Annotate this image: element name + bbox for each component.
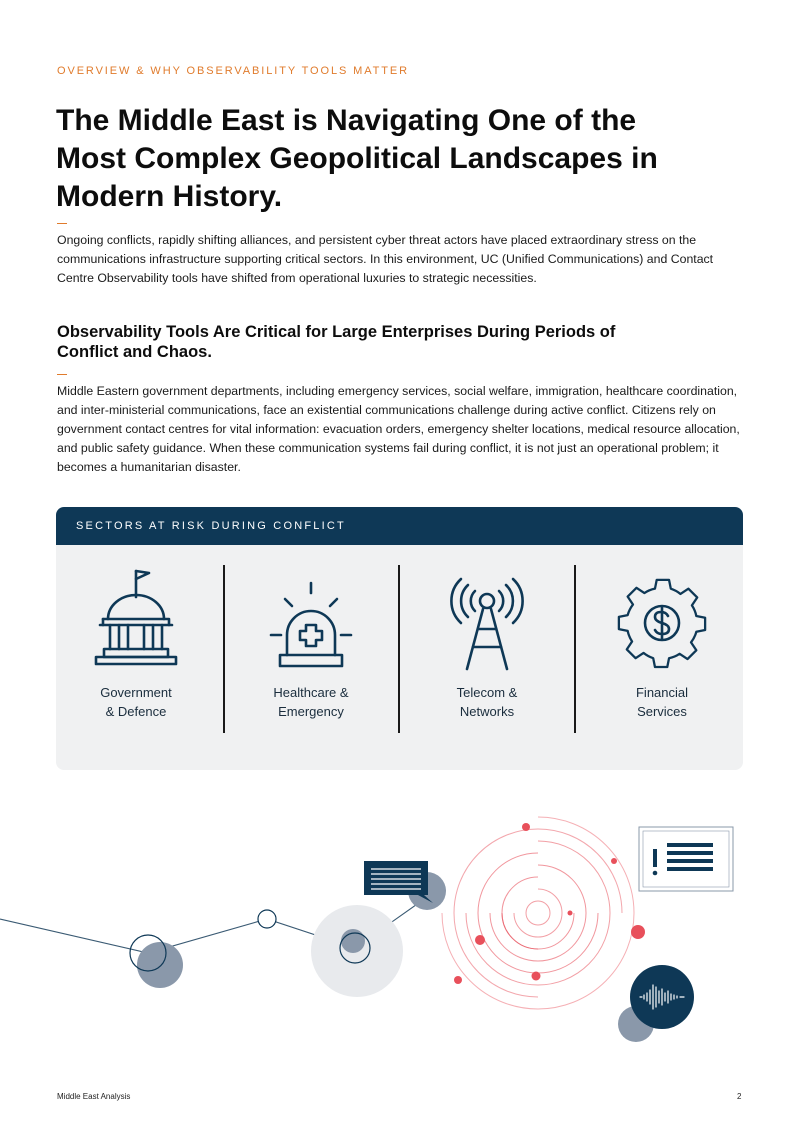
accent-dash xyxy=(57,223,67,224)
sectors-header: SECTORS AT RISK DURING CONFLICT xyxy=(56,507,743,545)
sector-divider xyxy=(574,565,576,733)
emergency-siren-icon xyxy=(226,567,396,675)
gear-dollar-icon xyxy=(577,567,743,675)
section-heading: Observability Tools Are Critical for Large Enterprises During Periods of Conflict and Chaos. xyxy=(57,323,616,361)
radio-tower-icon xyxy=(402,567,572,675)
government-building-icon xyxy=(56,567,221,675)
sector-divider xyxy=(223,565,225,733)
sector-healthcare xyxy=(226,567,396,721)
intro-paragraph: Ongoing conflicts, rapidly shifting alliances, and persistent cyber threat actors have placed extraordinary stress on the communications infrastructure supporting critical sectors. In this environment, UC (Unified Communications) and Contact Centre Observability tools have shifted from operational luxuries to strategic necessities. xyxy=(57,233,714,285)
sector-label: Financial Services xyxy=(635,685,689,719)
page-number: 2 xyxy=(737,1092,742,1101)
section-label: OVERVIEW & WHY OBSERVABILITY TOOLS MATTER xyxy=(57,65,409,77)
sector-telecom xyxy=(402,567,572,721)
audio-wave-icon xyxy=(630,965,694,1029)
sector-label: Healthcare & Emergency xyxy=(273,685,349,719)
page-title: The Middle East is Navigating One of the Most Complex Geopolitical Landscapes in Modern History. xyxy=(56,104,658,213)
sector-divider xyxy=(398,565,400,733)
body-paragraph: Middle Eastern government departments, including emergency services, social welfare, immigration, healthcare coordination, and inter-ministerial communications, face an existential communications challenge during active conflict. Citizens rely on government contact centres for vital information: evacuation orders, emergency shelter locations, medical resource allocation, and public safety guidance. When these communication systems fail during conflict, it is not just an operational problem; it becomes a humanitarian disaster. xyxy=(57,384,740,474)
network-node xyxy=(258,910,276,928)
footer-title: Middle East Analysis xyxy=(57,1092,131,1101)
sector-label: Telecom & Networks xyxy=(456,685,518,719)
signal-waves-icon xyxy=(442,817,634,1009)
chat-bubble-icon xyxy=(364,861,433,903)
sector-government xyxy=(56,567,221,721)
alert-panel-icon xyxy=(639,827,733,891)
network-illustration xyxy=(0,815,800,1060)
sector-financial xyxy=(577,567,743,721)
network-node xyxy=(137,942,183,988)
accent-dash xyxy=(57,374,67,375)
sectors-card xyxy=(56,507,743,770)
sector-label: Government & Defence xyxy=(100,685,172,719)
